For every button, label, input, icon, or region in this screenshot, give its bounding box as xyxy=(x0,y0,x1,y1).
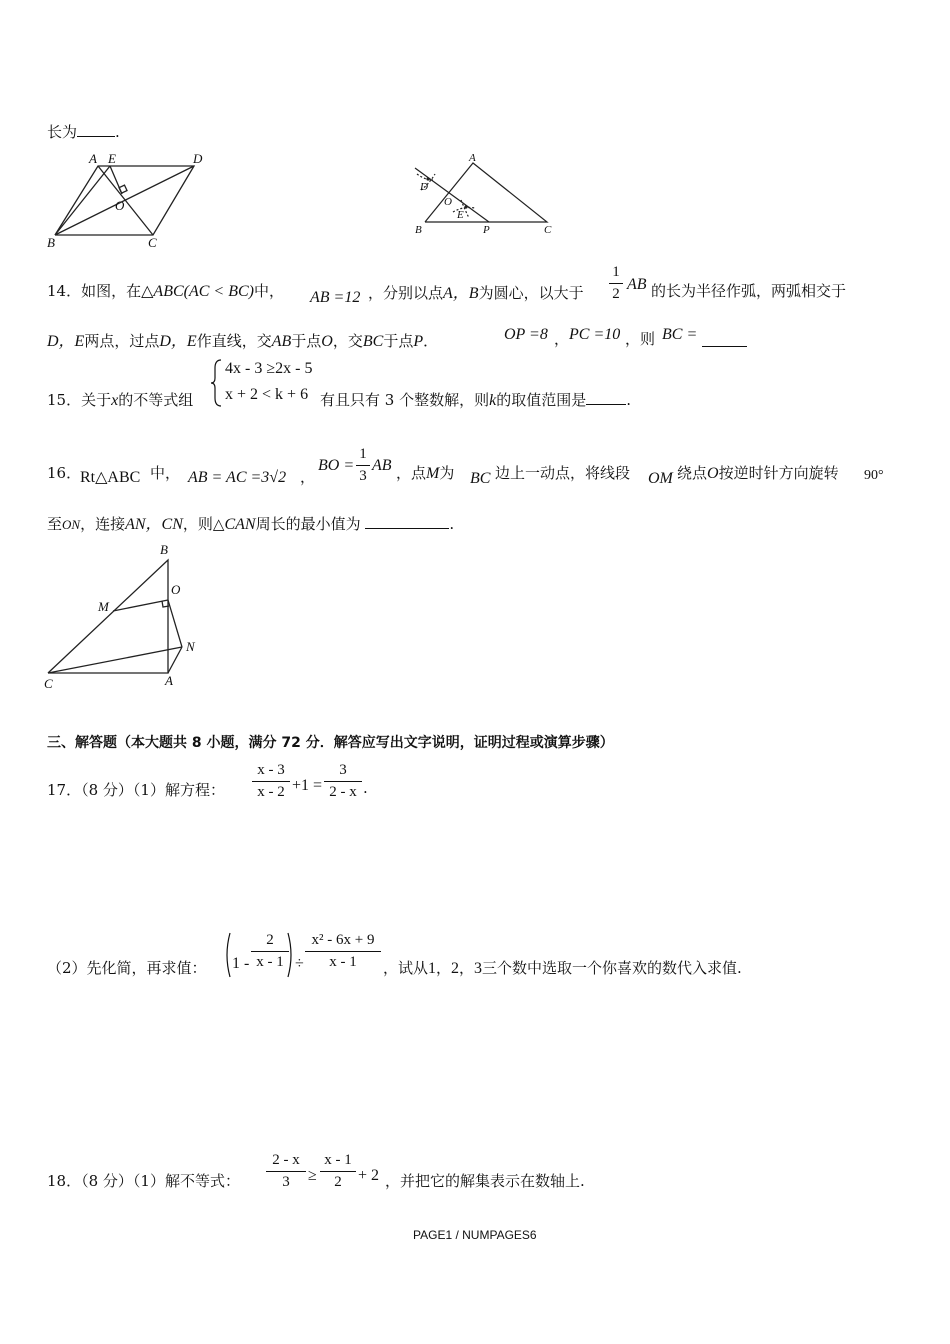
label-c: C xyxy=(148,235,157,248)
q18-start: 18．（8 分）（1）解不等式： xyxy=(47,1172,240,1190)
q16-answer-blank xyxy=(365,527,449,529)
section-3-heading: 三、解答题（本大题共 8 小题，满分 72 分．解答应写出文字说明，证明过程或演算步骤） xyxy=(47,735,614,751)
label-c: C xyxy=(544,224,552,236)
q18-frac2: x - 1 2 xyxy=(320,1152,356,1191)
q17-part2: （2）先化简，再求值： xyxy=(47,959,207,977)
q15-answer-blank xyxy=(586,403,626,405)
q14-line2: D，E两点，过点D，E作直线，交AB于点O，交BC于点P． xyxy=(47,332,439,350)
label-a: A xyxy=(165,673,173,688)
q15-ineq1: 4x - 3 ≥2x - 5 xyxy=(225,360,313,377)
label-o: O xyxy=(444,196,452,208)
segment-na xyxy=(168,647,182,673)
page-footer: PAGE1 / NUMPAGES6 xyxy=(413,1228,537,1242)
q17-start: 17．（8 分）（1）解方程： xyxy=(47,781,225,799)
label-b: B xyxy=(415,224,422,236)
q14-op: OP =8 xyxy=(504,326,548,343)
q16-bo: BO = xyxy=(318,457,355,474)
q14-bc-eq: BC = xyxy=(662,326,698,343)
segment-on xyxy=(168,600,182,647)
answer-blank xyxy=(77,135,115,137)
diagonal-ac xyxy=(98,166,153,235)
q16-fraction-third: 1 3 xyxy=(356,446,370,485)
label-o: O xyxy=(171,582,181,597)
q18-frac1: 2 - x 3 xyxy=(266,1152,306,1191)
q17-frac4: x² - 6x + 9 x - 1 xyxy=(305,932,381,971)
label-d: D xyxy=(193,151,203,166)
q17-frac3: 2 x - 1 xyxy=(251,932,289,971)
q14-line1-end: 的长为半径作弧，两弧相交于 xyxy=(651,282,847,300)
q17-part2-tail: ，试从1，2，3三个数中选取一个你喜欢的数代入求值. xyxy=(383,959,742,977)
q16-line2: 至ON，连接AN，CN，则△CAN周长的最小值为 . xyxy=(47,515,455,533)
q16-rt: Rt△ABC xyxy=(80,469,141,486)
q17-frac1: x - 3 x - 2 xyxy=(252,762,290,801)
label-p: P xyxy=(483,224,490,236)
right-angle-mark xyxy=(119,185,127,193)
q14-ab2: AB xyxy=(627,276,647,293)
segment-be xyxy=(55,166,110,235)
q14-pc: PC =10 xyxy=(569,326,621,343)
q16-num: 16． xyxy=(47,464,82,482)
label-o: O xyxy=(115,198,125,213)
q15-brace xyxy=(210,358,224,408)
label-n: N xyxy=(186,639,195,654)
segment-cn xyxy=(48,647,182,673)
label-c: C xyxy=(44,676,53,691)
q14-then: ，则 xyxy=(625,330,656,348)
q17-frac2: 3 2 - x xyxy=(324,762,362,801)
segment-mo xyxy=(113,600,168,611)
figure-q16 xyxy=(40,540,210,692)
label-a: A xyxy=(469,152,476,164)
q16-eq1: AB = AC =3√2 xyxy=(188,469,287,486)
perpendicular-bisector xyxy=(415,168,489,222)
q16-deg: 90° xyxy=(864,468,884,483)
figure-parallelogram xyxy=(42,148,222,248)
label-b: B xyxy=(47,235,55,248)
q15-tail: 有且只有 3 个整数解，则k的取值范围是 . xyxy=(320,391,631,409)
label-b: B xyxy=(160,542,168,557)
label-m: M xyxy=(98,599,109,614)
q15-start: 15．关于x的不等式组 xyxy=(47,391,194,409)
q14-line1-mid: ，分别以点A，B为圆心，以大于 xyxy=(368,284,584,302)
label-a: A xyxy=(89,151,97,166)
q14-line1: 14．如图，在△ABC(AC < BC)中， xyxy=(47,282,284,300)
label-e: E xyxy=(108,151,116,166)
q14-ab-eq: AB =12 xyxy=(310,289,361,306)
figure-triangle-construction xyxy=(405,150,565,240)
q13-tail: 长为 . xyxy=(47,123,120,141)
triangle-bca xyxy=(48,560,168,673)
label-d: D xyxy=(420,181,428,193)
q14-answer-blank xyxy=(702,345,747,347)
q14-fraction-half: 1 2 xyxy=(609,264,623,303)
q15-ineq2: x + 2 < k + 6 xyxy=(225,386,309,403)
q18-tail: ，并把它的解集表示在数轴上. xyxy=(385,1172,585,1190)
label-e: E xyxy=(457,209,464,221)
triangle-abc xyxy=(425,163,547,222)
